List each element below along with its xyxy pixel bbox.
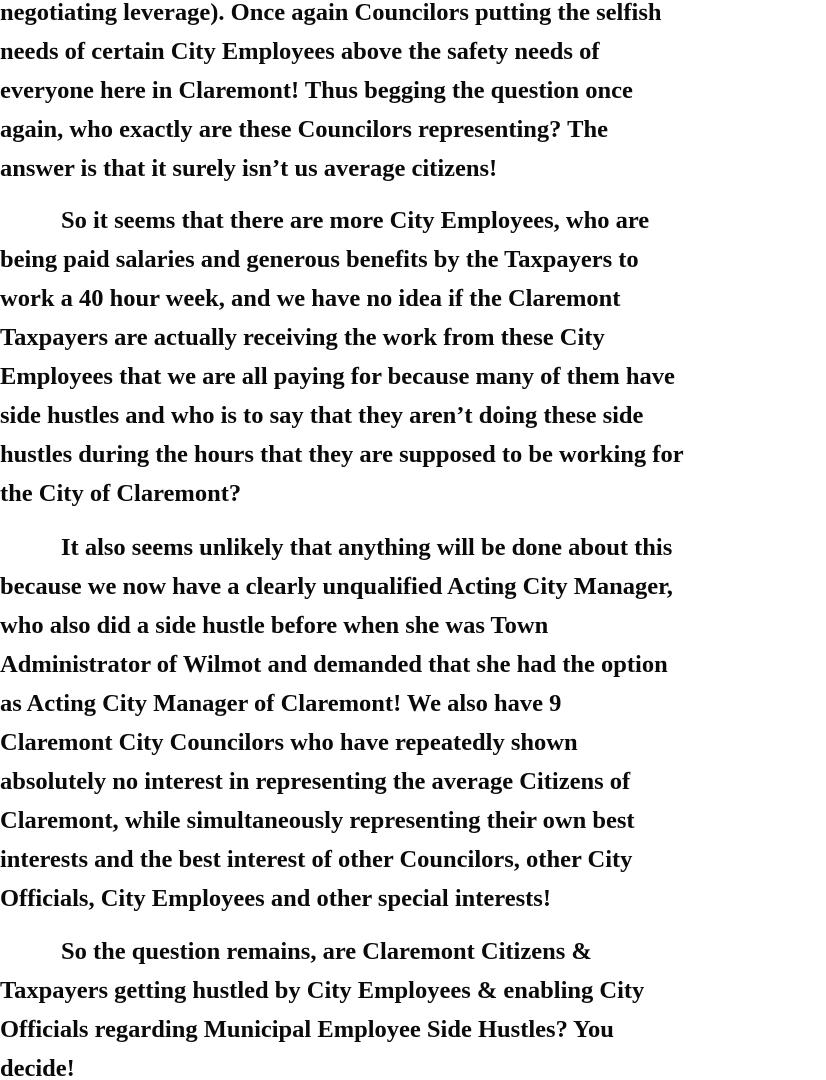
text-line: negotiating leverage). Once again Councilors putting the selfish: [0, 0, 662, 26]
text-line: It also seems unlikely that anything will be done about this: [61, 534, 673, 561]
text-line: hustles during the hours that they are supposed to be working for: [0, 441, 684, 468]
text-line: So it seems that there are more City Employees, who are: [61, 207, 650, 234]
text-line: Administrator of Wilmot and demanded that she had the option: [0, 651, 668, 678]
text-line: as Acting City Manager of Claremont! We also have 9: [0, 690, 562, 717]
text-line: Officials, City Employees and other special interests!: [0, 885, 551, 912]
text-line: answer is that it surely isn’t us average citizens!: [0, 155, 498, 182]
text-line: everyone here in Claremont! Thus begging the question once: [0, 77, 633, 104]
text-line: Taxpayers getting hustled by City Employees & enabling City: [0, 977, 645, 1004]
text-line: work a 40 hour week, and we have no idea if the Claremont: [0, 285, 621, 312]
text-line: interests and the best interest of other Councilors, other City: [0, 846, 633, 873]
text-line: again, who exactly are these Councilors representing? The: [0, 116, 608, 143]
text-line: side hustles and who is to say that they aren’t doing these side: [0, 402, 644, 429]
text-line: Claremont, while simultaneously representing their own best: [0, 807, 635, 834]
text-line: who also did a side hustle before when she was Town: [0, 612, 549, 639]
text-line: Taxpayers are actually receiving the work from these City: [0, 324, 605, 351]
text-line: decide!: [0, 1055, 75, 1080]
text-line: Employees that we are all paying for because many of them have: [0, 363, 675, 390]
text-line: needs of certain City Employees above the safety needs of: [0, 38, 600, 65]
text-line: Officials regarding Municipal Employee Side Hustles? You: [0, 1016, 614, 1043]
text-line: being paid salaries and generous benefits by the Taxpayers to: [0, 246, 639, 273]
text-line: because we now have a clearly unqualified Acting City Manager,: [0, 573, 673, 600]
text-line: Claremont City Councilors who have repeatedly shown: [0, 729, 578, 756]
text-line: So the question remains, are Claremont Citizens &: [61, 938, 592, 965]
text-line: the City of Claremont?: [0, 480, 242, 507]
text-line: absolutely no interest in representing the average Citizens of: [0, 768, 631, 795]
